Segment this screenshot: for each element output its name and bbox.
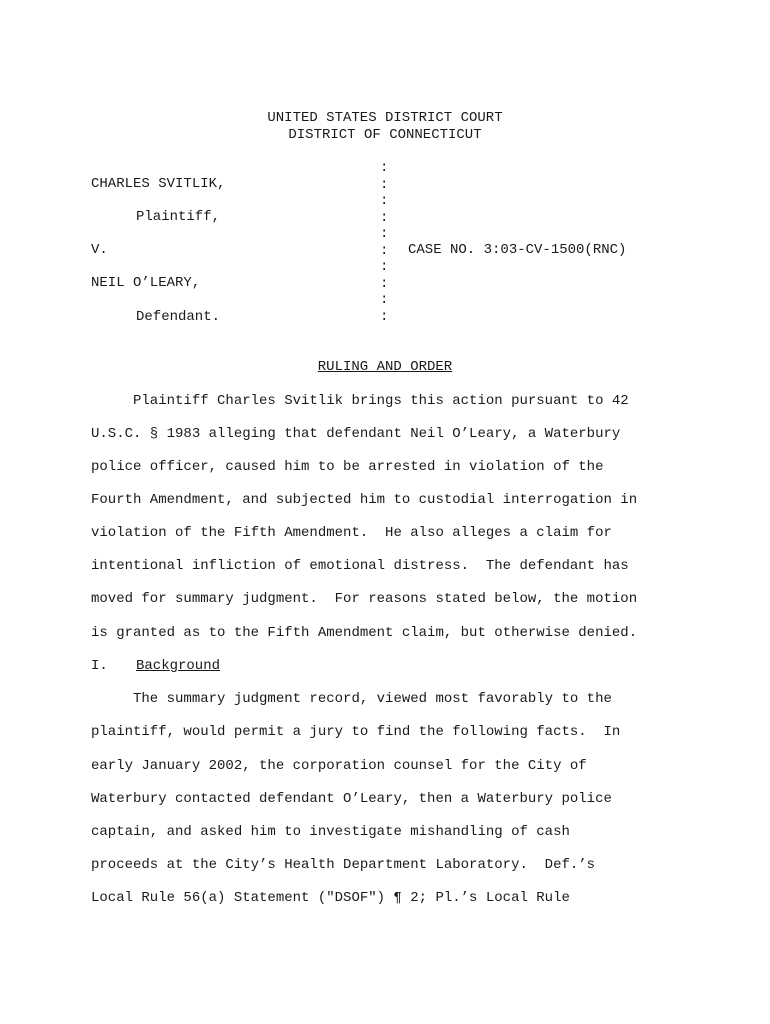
versus-label: V.	[91, 242, 108, 258]
section-heading: Background	[136, 658, 221, 674]
paragraph-line: proceeds at the City’s Health Department Laboratory. Def.’s	[91, 857, 596, 873]
paragraph-line: The summary judgment record, viewed most favorably to the	[91, 691, 612, 707]
caption-separator: :	[380, 210, 389, 226]
caption-separator: :	[380, 193, 389, 209]
paragraph-line: Local Rule 56(a) Statement ("DSOF") ¶ 2; Pl.’s Local Rule	[91, 890, 570, 906]
paragraph-line: intentional infliction of emotional distress. The defendant has	[91, 558, 629, 574]
plaintiff-role: Plaintiff,	[136, 209, 221, 225]
defendant-role: Defendant.	[136, 309, 221, 325]
paragraph-line: U.S.C. § 1983 alleging that defendant Neil O’Leary, a Waterbury	[91, 426, 621, 442]
caption-separator: :	[380, 259, 389, 275]
caption-separator: :	[380, 177, 389, 193]
paragraph-line: violation of the Fifth Amendment. He also alleges a claim for	[91, 525, 612, 541]
court-district: DISTRICT OF CONNECTICUT	[288, 127, 482, 143]
paragraph-line: plaintiff, would permit a jury to find the following facts. In	[91, 724, 621, 740]
caption-separator: :	[380, 160, 389, 176]
paragraph-line: Fourth Amendment, and subjected him to custodial interrogation in	[91, 492, 638, 508]
caption-separator: :	[380, 243, 389, 259]
caption-separator: :	[380, 309, 389, 325]
plaintiff-name: CHARLES SVITLIK,	[91, 176, 226, 192]
paragraph-line: Plaintiff Charles Svitlik brings this action pursuant to 42	[91, 393, 629, 409]
defendant-name: NEIL O’LEARY,	[91, 275, 201, 291]
paragraph-line: police officer, caused him to be arrested in violation of the	[91, 459, 604, 475]
paragraph-line: is granted as to the Fifth Amendment claim, but otherwise denied.	[91, 625, 638, 641]
case-number: CASE NO. 3:03-CV-1500(RNC)	[408, 242, 627, 258]
caption-separator: :	[380, 226, 389, 242]
ruling-title-text: RULING AND ORDER	[317, 359, 453, 375]
caption-separator: :	[380, 292, 389, 308]
caption-separator: :	[380, 276, 389, 292]
paragraph-line: early January 2002, the corporation counsel for the City of	[91, 758, 587, 774]
ruling-title	[0, 359, 770, 376]
court-name: UNITED STATES DISTRICT COURT	[267, 110, 503, 126]
paragraph-line: Waterbury contacted defendant O’Leary, then a Waterbury police	[91, 791, 612, 807]
paragraph-line: moved for summary judgment. For reasons stated below, the motion	[91, 591, 638, 607]
paragraph-line: captain, and asked him to investigate mishandling of cash	[91, 824, 570, 840]
section-number: I.	[91, 658, 108, 674]
